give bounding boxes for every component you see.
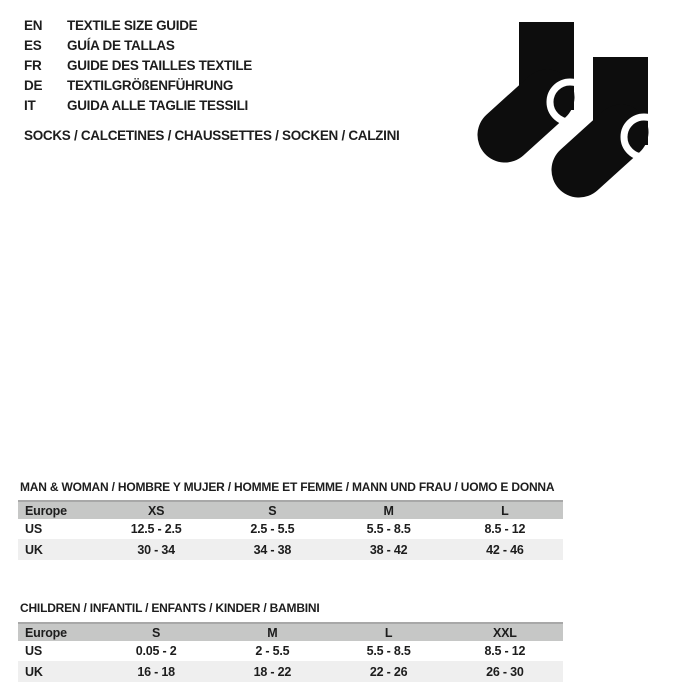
row-label-uk: UK	[25, 664, 43, 679]
size-value: 0.05 - 2	[135, 644, 177, 658]
row-label-us: US	[25, 522, 42, 536]
size-value: 38 - 42	[369, 542, 408, 557]
size-value: 22 - 26	[369, 664, 408, 679]
table-row-us	[18, 519, 563, 539]
size-value: 16 - 18	[137, 664, 175, 679]
size-value: 5.5 - 8.5	[366, 522, 411, 536]
size-value: 2 - 5.5	[255, 644, 290, 658]
language-code: DE	[24, 78, 43, 93]
language-row-es	[24, 36, 252, 56]
size-value: 12.5 - 2.5	[130, 522, 182, 536]
category-line: SOCKS / CALCETINES / CHAUSSETTES / SOCKEN / CALZINI	[24, 128, 400, 143]
language-label: TEXTILGRÖßENFÜHRUNG	[67, 78, 234, 93]
table-header-row	[18, 500, 563, 519]
size-value: 2.5 - 5.5	[250, 522, 295, 536]
language-code: IT	[24, 98, 36, 113]
language-label: GUIDA ALLE TAGLIE TESSILI	[67, 98, 248, 113]
socks-icon	[470, 10, 675, 210]
language-code: ES	[24, 38, 42, 53]
size-value: 34 - 38	[253, 542, 292, 557]
size-table-man-woman	[18, 500, 563, 560]
language-label: GUÍA DE TALLAS	[67, 38, 175, 53]
language-code: FR	[24, 58, 42, 73]
size-table-children	[18, 622, 563, 682]
size-value: 18 - 22	[253, 664, 292, 679]
header-cell-s: S	[152, 625, 161, 640]
size-value: 26 - 30	[486, 664, 524, 679]
size-value: 5.5 - 8.5	[366, 644, 411, 658]
header-cell-l: L	[384, 625, 393, 640]
table-row-uk	[18, 661, 563, 682]
language-row-it	[24, 96, 252, 116]
table-title-man-woman: MAN & WOMAN / HOMBRE Y MUJER / HOMME ET FEMME / MANN UND FRAU / UOMO E DONNA	[20, 480, 555, 494]
header-cell-s: S	[268, 503, 277, 518]
table-row-us	[18, 641, 563, 661]
size-value: 30 - 34	[137, 542, 175, 557]
size-value: 42 - 46	[486, 542, 524, 557]
header-cell-m: M	[267, 625, 278, 640]
size-value: 8.5 - 12	[484, 644, 526, 658]
language-label: TEXTILE SIZE GUIDE	[67, 18, 198, 33]
header-cell-l: L	[501, 503, 509, 518]
row-label-uk: UK	[25, 542, 43, 557]
language-row-de	[24, 76, 252, 96]
header-cell-m: M	[383, 503, 394, 518]
header-cell-xxl: XXL	[493, 625, 517, 640]
header-cell-xs: XS	[147, 503, 165, 518]
language-label: GUIDE DES TAILLES TEXTILE	[67, 58, 253, 73]
language-row-fr	[24, 56, 252, 76]
size-value: 8.5 - 12	[484, 522, 526, 536]
table-title-children: CHILDREN / INFANTIL / ENFANTS / KINDER / BAMBINI	[20, 601, 320, 615]
table-header-row	[18, 622, 563, 641]
language-row-en	[24, 16, 252, 36]
row-label-us: US	[25, 644, 42, 658]
header-cell-europe: Europe	[25, 503, 67, 518]
table-row-uk	[18, 539, 563, 560]
language-code: EN	[24, 18, 43, 33]
language-list	[24, 16, 252, 116]
header-cell-europe: Europe	[25, 625, 67, 640]
